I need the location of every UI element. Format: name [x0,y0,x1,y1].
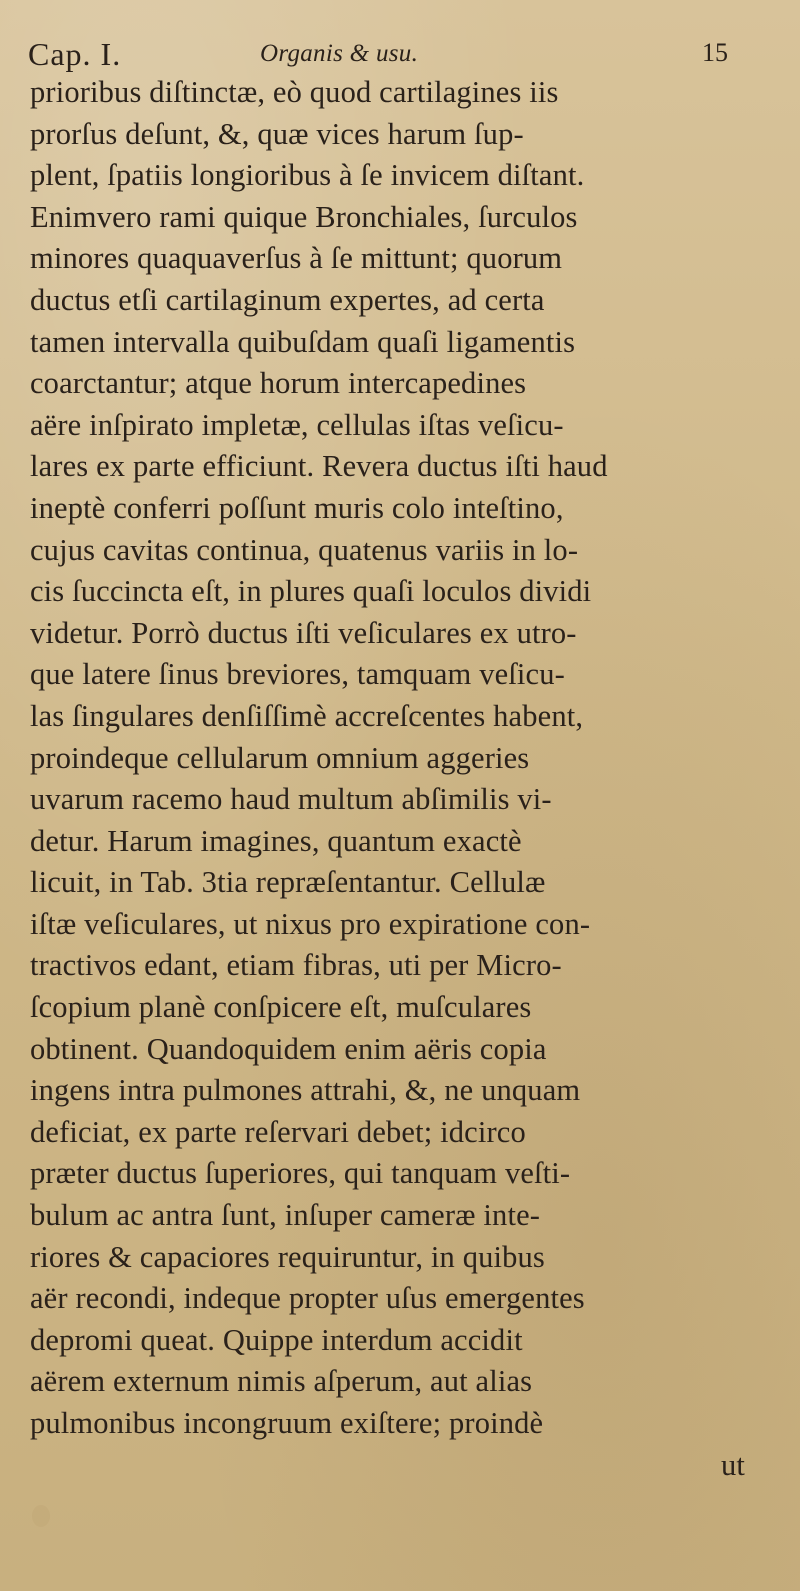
text-line: Enimvero rami quique Bronchiales, ſurculos [30,199,578,234]
text-line: proindeque cellularum omnium aggeries [30,740,530,775]
page-number: 15 [702,38,728,67]
catchword: ut [720,1447,745,1482]
text-line: prioribus diſtinctæ, eò quod cartilagines iis [30,75,559,109]
text-line: prorſus deſunt, &, quæ vices harum ſup- [30,116,524,151]
text-line: cujus cavitas continua, quatenus variis in lo- [30,532,579,567]
text-line: cis ſuccincta eſt, in plures quaſi loculos dividi [30,574,592,609]
text-line: ineptè conferri poſſunt muris colo inteſtino, [30,490,564,525]
paper-stain [32,1505,50,1527]
text-line: pulmonibus incongruum exiſtere; proindè [30,1406,544,1440]
text-line: las ſingulares denſiſſimè accreſcentes habent, [30,698,584,733]
text-line: minores quaquaverſus à ſe mittunt; quorum [30,241,563,276]
text-line: plent, ſpatiis longioribus à ſe invicem diſtant. [30,158,585,193]
text-line: riores & capaciores requiruntur, in quibus [30,1239,545,1274]
text-line: tamen intervalla quibuſdam quaſi ligamentis [30,324,576,359]
text-line: bulum ac antra ſunt, inſuper cameræ inte- [30,1198,541,1233]
text-line: aër recondi, indeque propter uſus emergentes [30,1281,585,1316]
text-line: depromi queat. Quippe interdum accidit [30,1322,523,1357]
text-line: iſtæ veſiculares, ut nixus pro expiratione con- [30,906,591,941]
running-header [28,30,728,70]
text-line: tractivos edant, etiam fibras, uti per Micro- [30,948,562,983]
text-line: aërem externum nimis aſperum, aut alias [30,1364,533,1399]
text-line: que latere ſinus breviores, tamquam veſicu- [30,657,565,692]
body-text [30,72,745,1486]
text-line: præter ductus ſuperiores, qui tanquam veſti- [30,1156,571,1191]
text-line: ſcopium planè conſpicere eſt, muſculares [30,990,532,1025]
text-line: videtur. Porrò ductus iſti veſiculares ex utro- [30,615,577,650]
text-line: lares ex parte efficiunt. Revera ductus iſti haud [30,449,608,484]
text-line: detur. Harum imagines, quantum exactè [30,823,522,858]
text-line: licuit, in Tab. 3tia repræſentantur. Cellulæ [30,865,546,900]
text-line: obtinent. Quandoquidem enim aëris copia [30,1031,547,1066]
running-title: Organis & usu. [260,40,419,67]
chapter-heading: Cap. I. [28,36,122,72]
text-line: ingens intra pulmones attrahi, &, ne unquam [30,1073,581,1108]
text-line: deficiat, ex parte reſervari debet; idcirco [30,1114,526,1149]
text-line: coarctantur; atque horum intercapedines [30,366,527,401]
text-line: ductus etſi cartilaginum expertes, ad certa [30,282,545,317]
text-line: uvarum racemo haud multum abſimilis vi- [30,782,552,817]
text-line: aëre inſpirato impletæ, cellulas iſtas veſicu- [30,407,564,442]
